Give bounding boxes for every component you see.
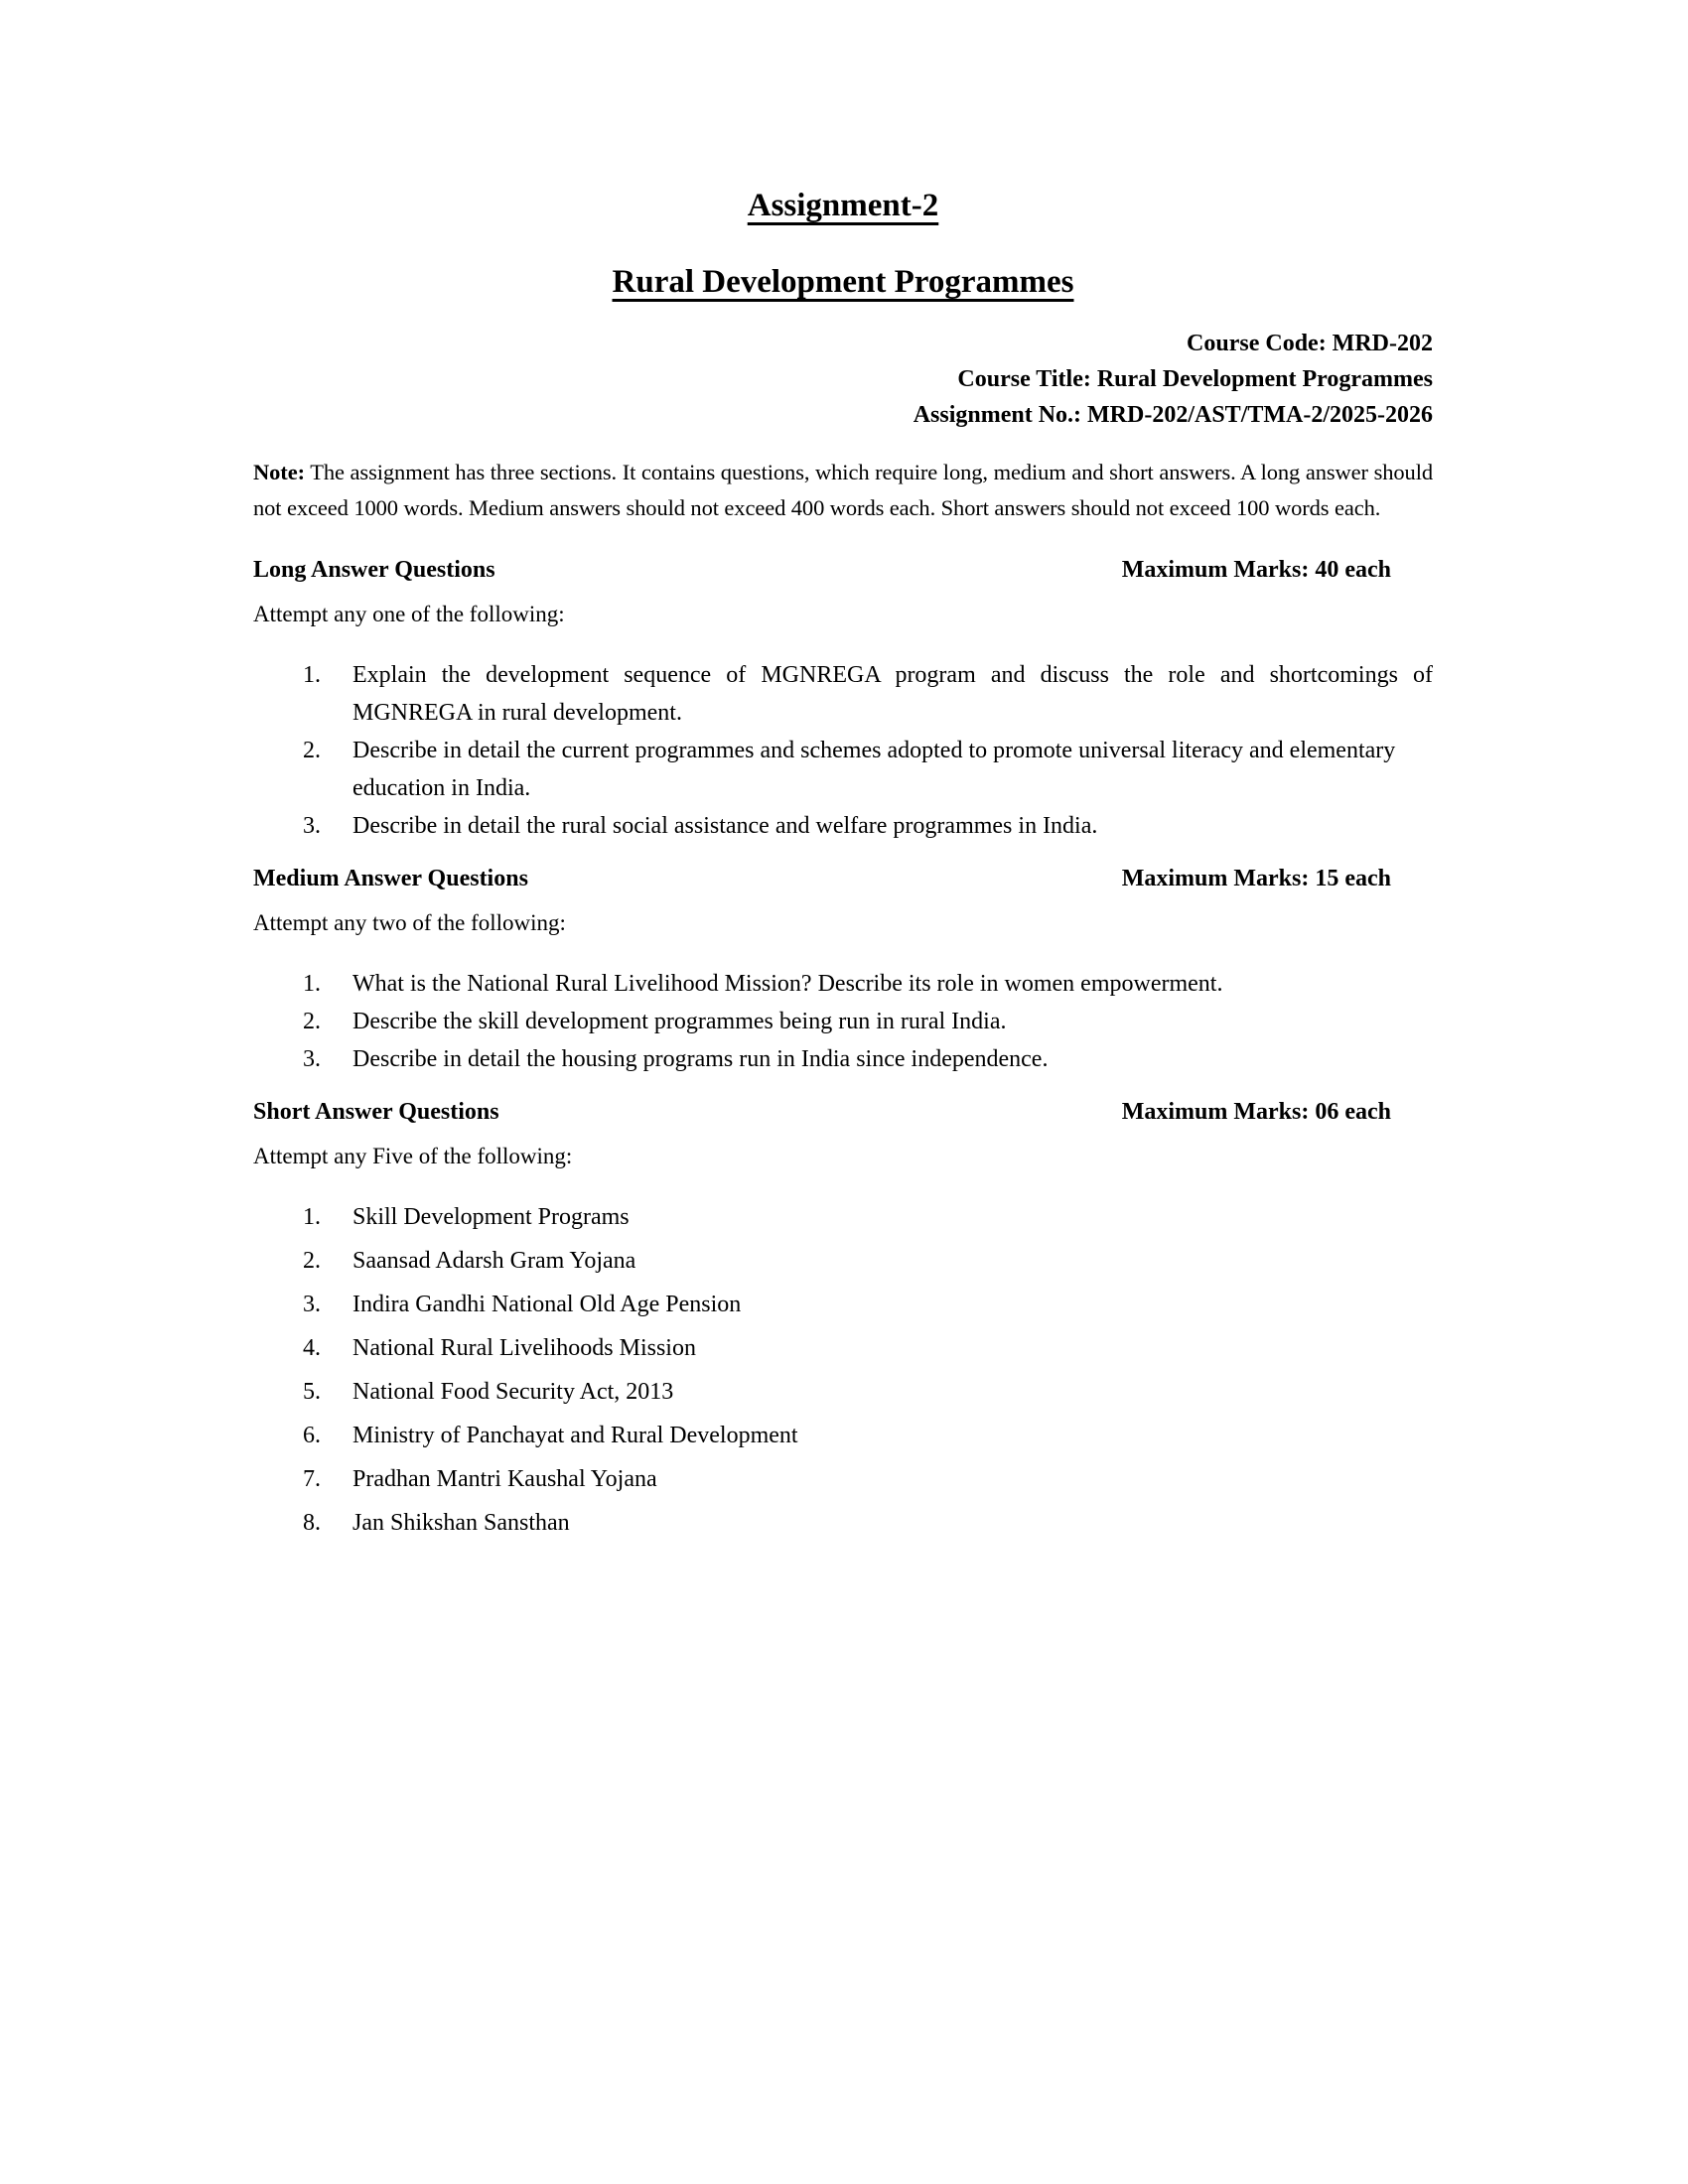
question-text: Saansad Adarsh Gram Yojana bbox=[352, 1248, 636, 1274]
question-item bbox=[303, 1460, 1433, 1498]
question-item bbox=[303, 1329, 1433, 1367]
question-item bbox=[303, 965, 1433, 1003]
question-item bbox=[303, 1504, 1433, 1542]
question-item bbox=[303, 1198, 1433, 1236]
question-text: Skill Development Programs bbox=[352, 1204, 630, 1230]
question-item bbox=[303, 1040, 1433, 1078]
question-text: Describe the skill development programmes being run in rural India. bbox=[352, 1009, 1007, 1034]
question-number: 3. bbox=[303, 1292, 321, 1317]
section-heading: Short Answer Questions bbox=[253, 1099, 499, 1125]
section-heading: Medium Answer Questions bbox=[253, 866, 528, 891]
note-text: The assignment has three sections. It contains questions, which require long, medium and short answers. A long answer should not exceed 1000 words. Medium answers should not exceed 400 words each. Short answers should not exceed 100 words each. bbox=[253, 460, 1433, 520]
question-text: What is the National Rural Livelihood Mission? Describe its role in women empowerment. bbox=[352, 971, 1223, 997]
course-info-block bbox=[253, 326, 1433, 433]
question-number: 2. bbox=[303, 1009, 321, 1034]
section-short-answer bbox=[253, 1094, 1433, 1542]
course-title-line: Course Title: Rural Development Programmes bbox=[957, 366, 1433, 392]
section-heading-row bbox=[253, 861, 1433, 896]
section-medium-answer bbox=[253, 861, 1433, 1078]
question-text: Pradhan Mantri Kaushal Yojana bbox=[352, 1466, 657, 1492]
question-text: Describe in detail the rural social assistance and welfare programmes in India. bbox=[352, 813, 1098, 839]
question-text: Ministry of Panchayat and Rural Development bbox=[352, 1423, 798, 1448]
question-item bbox=[303, 1373, 1433, 1411]
question-text: Explain the development sequence of MGNREGA program and discuss the role and shortcomings of MGNREGA in rural development. bbox=[352, 662, 1433, 726]
question-text: National Rural Livelihoods Mission bbox=[352, 1335, 696, 1361]
question-number: 1. bbox=[303, 1204, 321, 1230]
question-number: 2. bbox=[303, 738, 321, 763]
question-list bbox=[253, 656, 1433, 845]
maximum-marks-label: Maximum Marks: 40 each bbox=[1121, 557, 1391, 583]
question-item bbox=[303, 1417, 1433, 1454]
attempt-instruction: Attempt any two of the following: bbox=[253, 910, 566, 935]
question-item bbox=[303, 1003, 1433, 1040]
question-list bbox=[253, 1198, 1433, 1542]
question-text: Describe in detail the current programmes and schemes adopted to promote universal literacy and elementary education in India. bbox=[352, 738, 1396, 801]
section-heading-row bbox=[253, 1094, 1433, 1130]
question-number: 5. bbox=[303, 1379, 321, 1405]
question-number: 6. bbox=[303, 1423, 321, 1448]
maximum-marks-label: Maximum Marks: 15 each bbox=[1121, 866, 1391, 891]
question-number: 2. bbox=[303, 1248, 321, 1274]
question-number: 1. bbox=[303, 662, 321, 688]
question-number: 3. bbox=[303, 1046, 321, 1072]
question-item bbox=[303, 732, 1433, 807]
question-text: Describe in detail the housing programs run in India since independence. bbox=[352, 1046, 1049, 1072]
question-item bbox=[303, 1242, 1433, 1280]
attempt-instruction: Attempt any Five of the following: bbox=[253, 1144, 573, 1168]
section-heading-row bbox=[253, 552, 1433, 588]
question-list bbox=[253, 965, 1433, 1078]
question-number: 8. bbox=[303, 1510, 321, 1536]
question-number: 1. bbox=[303, 971, 321, 997]
maximum-marks-label: Maximum Marks: 06 each bbox=[1121, 1099, 1391, 1125]
note-label: Note: bbox=[253, 460, 305, 484]
attempt-instruction: Attempt any one of the following: bbox=[253, 602, 565, 626]
course-code-line: Course Code: MRD-202 bbox=[1187, 331, 1433, 356]
question-number: 7. bbox=[303, 1466, 321, 1492]
section-heading: Long Answer Questions bbox=[253, 557, 495, 583]
question-item bbox=[303, 656, 1433, 732]
question-text: National Food Security Act, 2013 bbox=[352, 1379, 674, 1405]
question-item bbox=[303, 807, 1433, 845]
assignment-number-line: Assignment No.: MRD-202/AST/TMA-2/2025-2026 bbox=[913, 402, 1433, 428]
question-number: 3. bbox=[303, 813, 321, 839]
question-text: Indira Gandhi National Old Age Pension bbox=[352, 1292, 742, 1317]
course-name-title: Rural Development Programmes bbox=[612, 264, 1074, 300]
assignment-title: Assignment-2 bbox=[747, 188, 939, 223]
question-item bbox=[303, 1286, 1433, 1323]
section-long-answer bbox=[253, 552, 1433, 845]
note-paragraph bbox=[253, 455, 1433, 526]
question-text: Jan Shikshan Sansthan bbox=[352, 1510, 570, 1536]
question-number: 4. bbox=[303, 1335, 321, 1361]
